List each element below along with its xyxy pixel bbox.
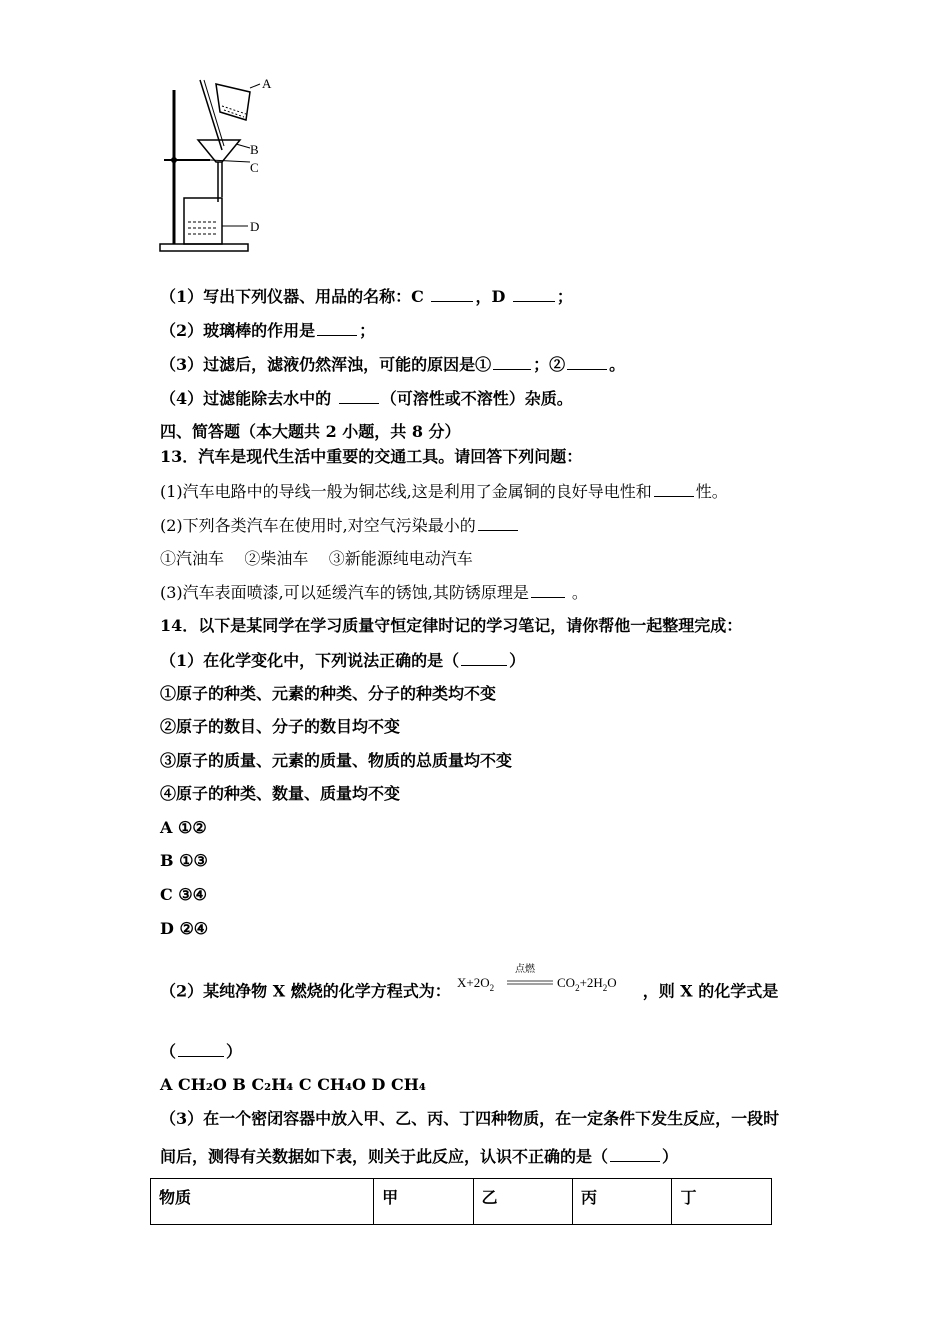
- eq-condition: 点燃: [514, 964, 535, 975]
- eq-left-sub: 2: [489, 983, 494, 993]
- q14-part3-line2: 间后，测得有关数据如下表，则关于此反应，认识不正确的是（ ）: [160, 1147, 679, 1166]
- table-header-cell: 丙: [573, 1179, 672, 1225]
- q12-part1: （1）写出下列仪器、用品的名称：C ，D ；: [160, 287, 573, 306]
- svg-text:X+2O2: [457, 975, 494, 993]
- q14-part3-line1: （3）在一个密闭容器中放入甲、乙、丙、丁四种物质，在一定条件下发生反应，一段时: [160, 1109, 780, 1128]
- answer-blank[interactable]: [478, 514, 518, 531]
- eq-right2: +2H: [579, 975, 603, 990]
- eq-right1: CO: [556, 975, 575, 990]
- figure-label-c: C: [250, 160, 259, 175]
- answer-blank[interactable]: [461, 649, 507, 666]
- q14-part1: （1）在化学变化中，下列说法正确的是（ ）: [160, 651, 526, 670]
- q14-statement-4: ④原子的种类、数量、质量均不变: [160, 784, 401, 803]
- q14-option-d: D ②④: [160, 919, 209, 938]
- table-header-cell: 物质: [151, 1179, 374, 1225]
- q12-part3: （3）过滤后，滤液仍然浑浊，可能的原因是① ；② 。: [160, 355, 626, 374]
- answer-blank[interactable]: [531, 581, 565, 598]
- answer-blank[interactable]: [513, 285, 555, 302]
- eq-left: X+2O: [456, 975, 490, 990]
- figure-label-a: A: [262, 76, 272, 91]
- q13-part2: (2)下列各类汽车在使用时,对空气污染最小的: [160, 514, 520, 537]
- q14-statement-2: ②原子的数目、分子的数目均不变: [160, 717, 401, 736]
- answer-blank[interactable]: [654, 480, 694, 497]
- q12-part4: （4）过滤能除去水中的 （可溶性或不溶性）杂质。: [160, 389, 573, 408]
- q14-part2-options: A CH₂O B C₂H₄ C CH₄O D CH₄: [160, 1075, 426, 1094]
- answer-blank[interactable]: [339, 387, 379, 404]
- q13-options: ①汽油车 ②柴油车 ③新能源纯电动汽车: [160, 549, 473, 568]
- answer-blank[interactable]: [178, 1040, 224, 1057]
- q14-option-a: A ①②: [160, 818, 207, 837]
- q14-option-b: B ①③: [160, 851, 208, 870]
- q13-part3: (3)汽车表面喷漆,可以延缓汽车的锈蚀,其防锈原理是 。: [160, 583, 588, 602]
- figure-label-d: D: [250, 219, 260, 234]
- data-table: [150, 1178, 772, 1225]
- section-heading: 四、简答题（本大题共 2 小题，共 8 分）: [160, 422, 461, 441]
- answer-blank[interactable]: [610, 1145, 660, 1162]
- q14-part2: （2）某纯净物 X 燃烧的化学方程式为： $X+2O_2$ 点燃 $CO_2+2H_2O$ ，则 X 的化学式是: [160, 977, 778, 1007]
- filtration-apparatus-figure: [150, 72, 280, 257]
- q14-statement-3: ③原子的质量、元素的质量、物质的总质量均不变: [160, 751, 513, 770]
- table-header-cell: 丁: [672, 1179, 772, 1225]
- chemical-equation: [456, 964, 637, 1007]
- q13-stem: 13．汽车是现代生活中重要的交通工具。请回答下列问题：: [160, 447, 583, 466]
- table-row: [151, 1179, 772, 1225]
- q14-stem: 14．以下是某同学在学习质量守恒定律时记的学习笔记，请你帮他一起整理完成：: [160, 616, 743, 635]
- q13-part1: (1)汽车电路中的导线一般为铜芯线,这是利用了金属铜的良好导电性和 性。: [160, 482, 728, 501]
- q14-statement-1: ①原子的种类、元素的种类、分子的种类均不变: [160, 684, 497, 703]
- table-header-cell: 乙: [473, 1179, 572, 1225]
- answer-blank[interactable]: [567, 353, 607, 370]
- eq-right3: O: [607, 975, 617, 990]
- eq-right2-sub: 2: [602, 983, 607, 993]
- svg-text:CO2+2H2O: [557, 975, 617, 993]
- q14-part2-blank: （ ）: [160, 1042, 243, 1061]
- figure-label-b: B: [250, 142, 259, 157]
- answer-blank[interactable]: [431, 285, 473, 302]
- q14-option-c: C ③④: [160, 885, 207, 904]
- table-header-cell: 甲: [374, 1179, 473, 1225]
- q12-part2: （2）玻璃棒的作用是 ；: [160, 321, 376, 340]
- answer-blank[interactable]: [317, 319, 357, 336]
- eq-right1-sub: 2: [574, 983, 580, 993]
- answer-blank[interactable]: [493, 353, 531, 370]
